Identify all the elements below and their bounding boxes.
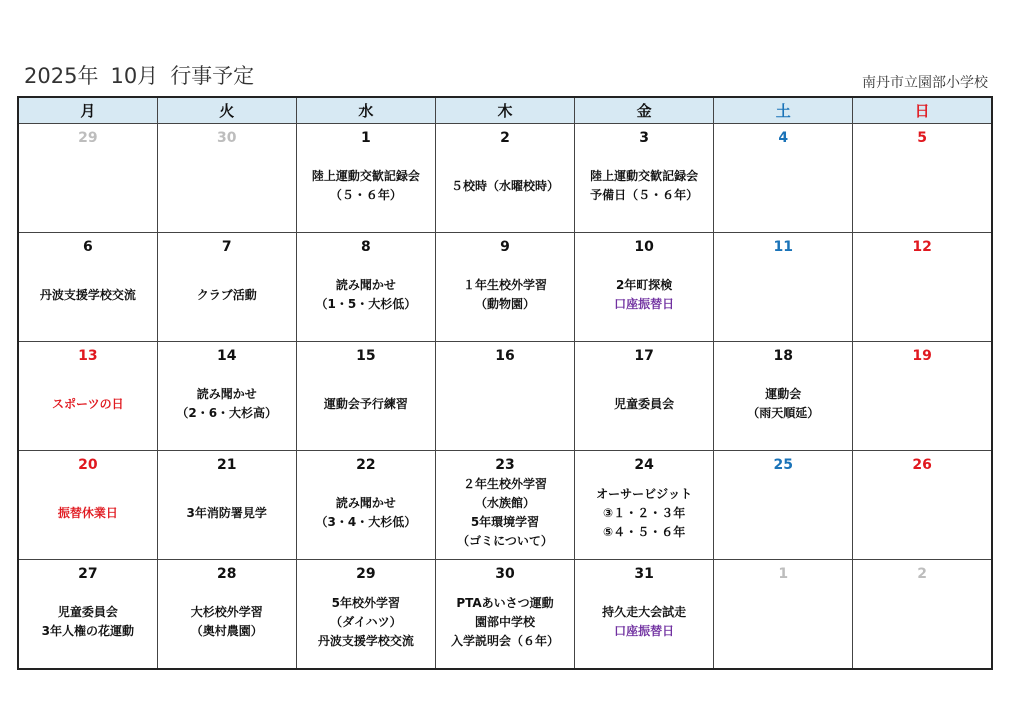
day-events [575,474,713,552]
weekday-tue: 火 [157,97,296,124]
day-number: 20 [78,457,98,473]
event-text: 予備日（５・６年） [590,188,699,202]
event-text: （水族館） [474,496,535,510]
day-events [714,583,852,661]
day-events [853,147,991,225]
day-events [158,365,296,443]
day-cell [18,342,157,451]
day-number: 30 [495,566,515,582]
event-text: （ダイハツ） [330,614,402,629]
day-number: 15 [356,348,376,364]
day-number: 14 [216,348,237,364]
day-events [436,583,574,661]
day-number: 5 [917,130,928,146]
day-cell [435,451,574,560]
day-number: 29 [356,566,376,582]
day-number: 8 [360,239,371,255]
day-cell [296,124,435,233]
day-cell [714,342,853,451]
day-number: 1 [778,566,789,582]
day-events [853,256,991,334]
event-text: 3年人権の花運動 [41,624,134,638]
day-events [297,474,435,552]
day-number: 30 [216,130,237,146]
event-text: 丹波支援学校交流 [39,287,136,302]
day-cell [157,342,296,451]
day-events [19,147,157,225]
day-events [19,365,157,443]
day-cell [714,451,853,560]
day-events [297,147,435,225]
day-events [714,365,852,443]
day-cell [435,124,574,233]
day-cell [435,233,574,342]
week-row [18,342,992,451]
day-events [436,474,574,552]
week-row [18,451,992,560]
day-number: 11 [773,239,794,255]
day-cell [157,560,296,670]
event-text: ５校時（水曜校時） [450,178,559,193]
day-cell [296,233,435,342]
day-number: 18 [773,348,794,364]
week-row [18,124,992,233]
day-cell [714,233,853,342]
event-text: 3年消防署見学 [186,505,267,520]
weekday-mon: 月 [18,97,157,124]
day-cell [435,342,574,451]
day-number: 2 [500,130,510,146]
event-text: 口座振替日 [614,624,675,638]
event-text: 2年町探検 [615,278,673,292]
day-number: 24 [634,457,654,473]
day-number: 23 [495,457,515,473]
day-events [297,256,435,334]
day-cell [714,560,853,670]
day-cell [853,233,992,342]
event-text: （3・4・大杉低） [315,515,417,529]
event-text: 運動会予行練習 [323,396,408,411]
title-month: 10月 [110,64,159,88]
event-text: （動物園） [474,297,535,311]
day-cell [18,560,157,670]
weekday-fri: 金 [575,97,714,124]
day-number: 12 [912,239,932,255]
day-cell [157,233,296,342]
event-text: 児童委員会 [614,396,675,411]
event-text: 入学説明会（６年） [450,633,559,648]
day-cell [296,560,435,670]
day-cell [853,124,992,233]
day-cell [435,560,574,670]
day-cell [157,451,296,560]
event-text: ③１・２・３年 [603,505,686,520]
day-events [853,583,991,661]
day-number: 19 [912,348,932,364]
weekday-sat: 土 [714,97,853,124]
day-number: 25 [773,457,794,473]
day-number: 6 [82,239,93,255]
day-number: 27 [78,566,98,582]
day-cell [853,342,992,451]
day-events [575,147,713,225]
event-text: （ゴミについて） [457,534,553,548]
event-text: 運動会 [765,387,802,401]
day-number: 2 [917,566,928,582]
event-text: 児童委員会 [57,605,118,619]
day-cell [18,451,157,560]
title-label: 行事予定 [170,64,255,88]
day-number: 1 [360,130,371,146]
day-events [158,474,296,552]
day-number: 29 [78,130,98,146]
day-events [853,365,991,443]
day-events [436,256,574,334]
day-events [714,147,852,225]
day-events [19,256,157,334]
day-number: 16 [495,348,515,364]
calendar-body [18,124,992,670]
day-events [19,474,157,552]
event-text: （奥村農園） [190,624,263,638]
event-text: 読み聞かせ [335,496,396,510]
event-text: スポーツの日 [52,396,124,411]
day-events [436,147,574,225]
day-number: 4 [778,130,789,146]
day-events [714,474,852,552]
event-text: （５・６年） [329,188,402,202]
day-events [297,365,435,443]
event-text: （1・5・大杉低） [315,297,417,311]
event-text: オーサービジット [596,486,693,501]
event-text: 振替休業日 [57,505,118,520]
day-events [158,147,296,225]
school-name: 南丹市立園部小学校 [862,75,988,91]
day-events [714,256,852,334]
event-text: 丹波支援学校交流 [317,633,414,648]
event-text: 読み聞かせ [335,278,396,292]
day-number: 28 [216,566,237,582]
day-cell [575,560,714,670]
event-text: 口座振替日 [614,297,675,311]
event-text: 読み聞かせ [196,387,257,401]
weekday-sun: 日 [853,97,992,124]
event-text: （2・6・大杉高） [176,406,278,420]
day-cell [18,124,157,233]
week-row [18,560,992,670]
day-events [158,256,296,334]
day-number: 17 [634,348,654,364]
event-text: PTAあいさつ運動 [456,595,554,610]
event-text: 大杉校外学習 [190,605,263,619]
day-cell [853,560,992,670]
event-text: 陸上運動交歓記録会 [311,169,420,183]
day-number: 26 [912,457,932,473]
day-number: 7 [221,239,232,255]
event-text: （雨天順延） [747,406,820,420]
day-cell [157,124,296,233]
event-text: 園部中学校 [474,614,535,629]
day-cell [575,124,714,233]
day-cell [18,233,157,342]
event-text: 持久走大会試走 [602,605,687,619]
day-number: 3 [639,130,649,146]
day-cell [296,451,435,560]
title-year: 2025年 [24,64,99,88]
day-number: 13 [78,348,98,364]
day-cell [714,124,853,233]
day-events [575,583,713,661]
day-cell [575,233,714,342]
day-events [436,365,574,443]
weekday-header-row [18,97,992,124]
event-text: ２年生校外学習 [462,477,547,491]
day-events [575,365,713,443]
event-text: 陸上運動交歓記録会 [590,169,699,183]
event-text: ⑤４・５・６年 [603,524,686,539]
day-number: 31 [634,566,654,582]
day-cell [575,451,714,560]
week-row [18,233,992,342]
day-events [853,474,991,552]
weekday-thu: 木 [435,97,574,124]
day-cell [853,451,992,560]
weekday-wed: 水 [296,97,435,124]
event-text: １年生校外学習 [462,278,547,292]
event-text: 5年環境学習 [470,515,540,529]
day-number: 10 [634,239,654,255]
day-number: 21 [216,457,237,473]
day-events [158,583,296,661]
day-events [19,583,157,661]
event-text: 5年校外学習 [331,595,401,610]
day-cell [575,342,714,451]
day-events [297,583,435,661]
day-cell [296,342,435,451]
day-events [575,256,713,334]
calendar-table [17,96,993,670]
page-title [24,60,266,90]
day-number: 22 [356,457,376,473]
day-number: 9 [500,239,510,255]
event-text: クラブ活動 [196,287,257,302]
